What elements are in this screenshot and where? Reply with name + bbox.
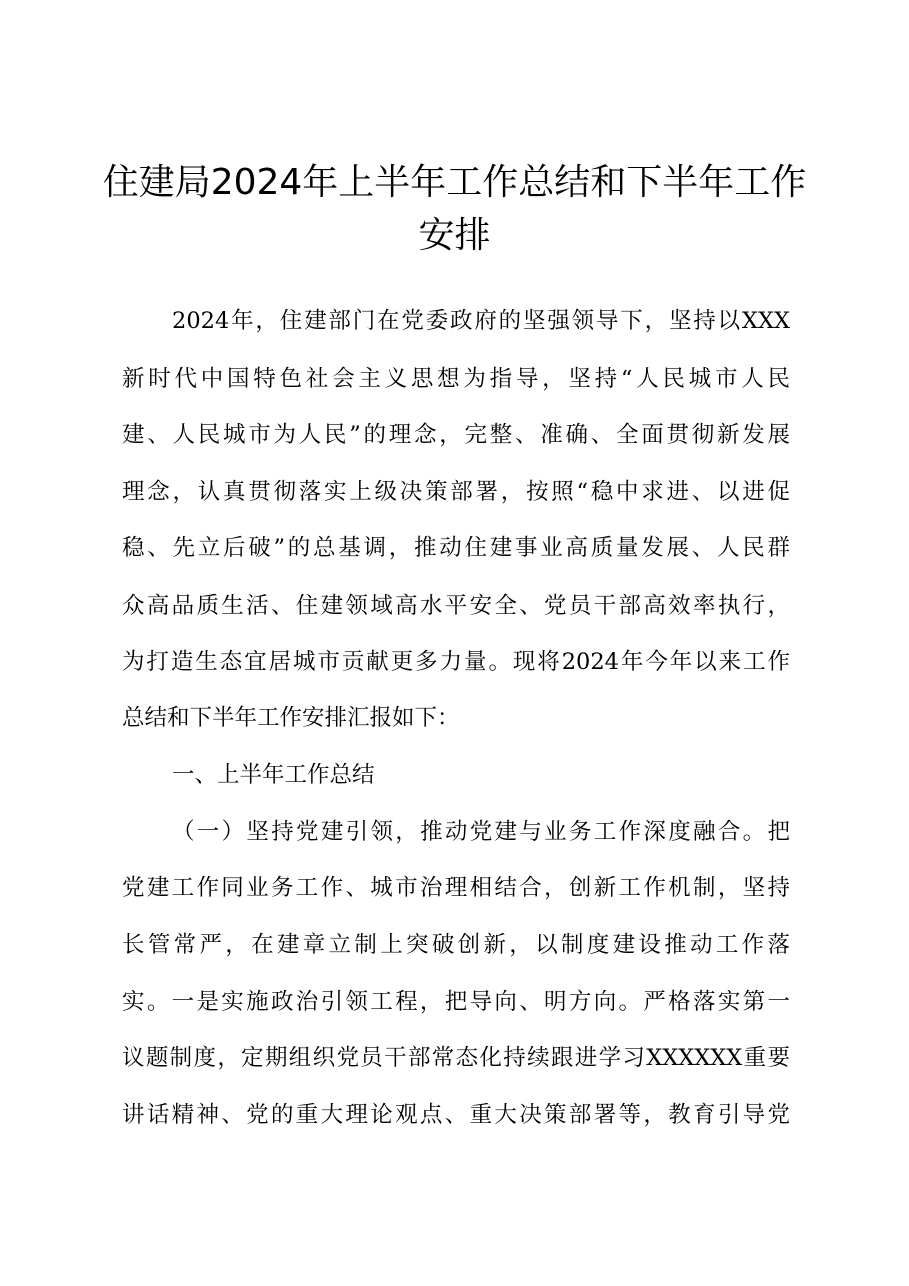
subsection-first-line-tail: 把 (767, 819, 790, 845)
paragraph-line: 为打造生态宜居城市贡献更多力量。现将2024年今年以来工作 (122, 649, 790, 675)
paragraph-line: 议题制度，定期组织党员干部常态化持续跟进学习XXXXXX重要 (122, 1045, 790, 1071)
paragraph-line: 稳、先立后破”的总基调，推动住建事业高质量发展、人民群 (122, 535, 790, 561)
paragraph-line: 建、人民城市为人民”的理念，完整、准确、全面贯彻新发展 (122, 422, 790, 448)
subsection-title: （一）坚持党建引领，推动党建与业务工作深度融合。 (172, 819, 768, 845)
paragraph-line: 党建工作同业务工作、城市治理相结合，创新工作机制，坚持 (122, 875, 790, 901)
paragraph-line: 长管常严，在建章立制上突破创新，以制度建设推动工作落 (122, 932, 790, 958)
paragraph-line: 众高品质生活、住建领域高水平安全、党员干部高效率执行， (122, 593, 790, 619)
paragraph-line: 讲话精神、党的重大理论观点、重大决策部署等，教育引导党 (122, 1102, 790, 1128)
paragraph-line: 总结和下半年工作安排汇报如下： (122, 705, 460, 731)
document-title-line-2: 安排 (418, 215, 491, 256)
document-title-line-1: 住建局2024年上半年工作总结和下半年工作 (102, 162, 807, 203)
paragraph-line: 2024年，住建部门在党委政府的坚强领导下，坚持以XXX (172, 308, 790, 334)
paragraph-line: 新时代中国特色社会主义思想为指导，坚持“人民城市人民 (122, 366, 790, 392)
paragraph-line: 理念，认真贯彻落实上级决策部署，按照“稳中求进、以进促 (122, 479, 790, 505)
subsection-first-line (172, 817, 790, 847)
section-heading: 一、上半年工作总结 (172, 762, 375, 788)
paragraph-line: 实。一是实施政治引领工程，把导向、明方向。严格落实第一 (122, 989, 790, 1015)
